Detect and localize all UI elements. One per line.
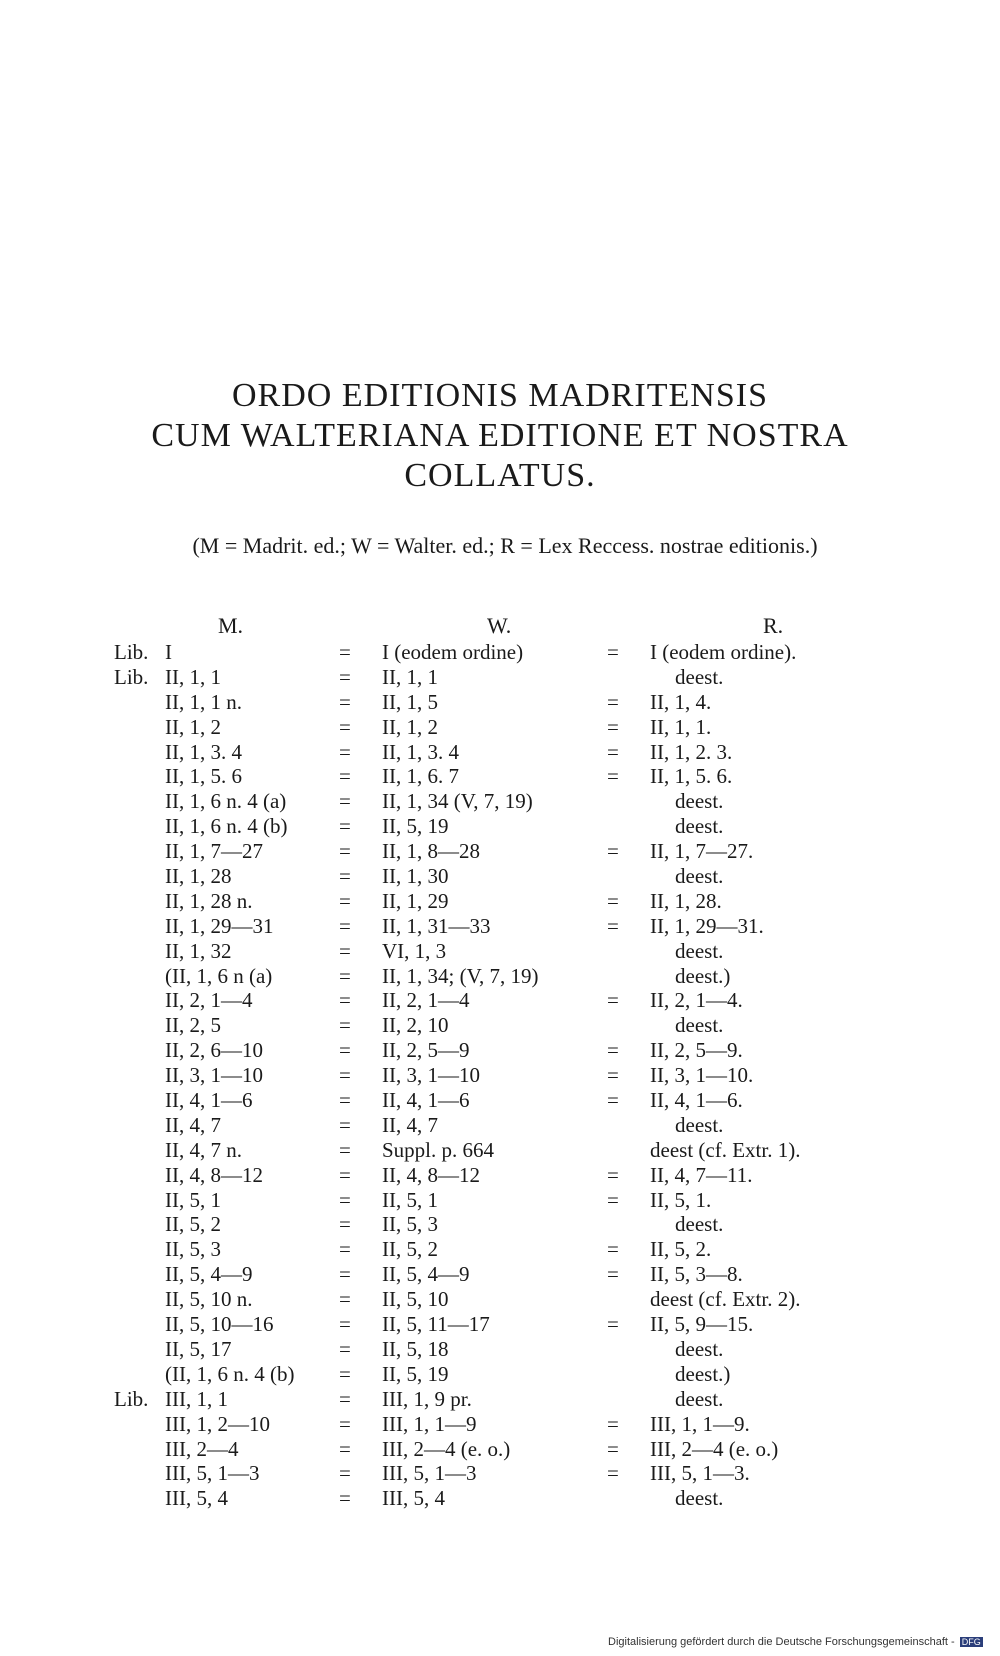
cell-recces: II, 1, 5. 6. [650, 764, 733, 789]
cell-walter: II, 5, 2 [382, 1237, 438, 1262]
table-row [0, 1437, 1000, 1462]
cell-recces: deest.) [675, 963, 731, 988]
abbreviation-legend: (M = Madrit. ed.; W = Walter. ed.; R = Lex Reccess. nostrae editionis.) [192, 533, 818, 558]
equals-sign: = [339, 888, 351, 913]
equals-sign: = [339, 789, 351, 814]
cell-recces: deest.) [675, 1361, 731, 1386]
table-row [0, 889, 1000, 914]
table-row [0, 740, 1000, 765]
table-row [0, 1237, 1000, 1262]
cell-recces: II, 5, 3—8. [650, 1262, 743, 1287]
column-header-w: W. [487, 613, 512, 638]
cell-recces: deest. [675, 1013, 724, 1038]
cell-walter: III, 5, 1—3 [382, 1461, 477, 1486]
cell-madrit: II, 5, 3 [165, 1237, 221, 1262]
table-row [0, 1188, 1000, 1213]
cell-recces: III, 5, 1—3. [650, 1461, 750, 1486]
cell-recces: II, 2, 5—9. [650, 1038, 743, 1063]
cell-madrit: II, 4, 8—12 [165, 1162, 263, 1187]
cell-recces: II, 1, 28. [650, 888, 722, 913]
cell-walter: II, 1, 31—33 [382, 913, 491, 938]
equals-sign: = [339, 839, 351, 864]
cell-recces: II, 4, 1—6. [650, 1088, 743, 1113]
cell-walter: III, 1, 9 pr. [382, 1386, 472, 1411]
table-row [0, 1088, 1000, 1113]
equals-sign: = [339, 1436, 351, 1461]
cell-walter: II, 4, 7 [382, 1112, 438, 1137]
equals-sign: = [339, 1237, 351, 1262]
cell-madrit: II, 5, 17 [165, 1336, 232, 1361]
table-row [0, 839, 1000, 864]
equals-sign: = [607, 1187, 619, 1212]
page-title-line-3: COLLATUS. [404, 457, 596, 494]
equals-sign: = [339, 1386, 351, 1411]
equals-sign: = [339, 1063, 351, 1088]
equals-sign: = [607, 764, 619, 789]
cell-walter: Suppl. p. 664 [382, 1137, 495, 1162]
cell-madrit: II, 1, 3. 4 [165, 739, 242, 764]
equals-sign: = [607, 988, 619, 1013]
cell-madrit: II, 5, 2 [165, 1212, 221, 1237]
equals-sign: = [339, 1137, 351, 1162]
cell-madrit: III, 1, 2—10 [165, 1411, 270, 1436]
cell-walter: II, 2, 10 [382, 1013, 449, 1038]
equals-sign: = [607, 714, 619, 739]
cell-madrit: II, 2, 6—10 [165, 1038, 263, 1063]
equals-sign: = [607, 1411, 619, 1436]
cell-walter: II, 5, 19 [382, 814, 449, 839]
table-row [0, 964, 1000, 989]
cell-walter: I (eodem ordine) [382, 640, 524, 664]
cell-walter: II, 5, 18 [382, 1336, 449, 1361]
cell-walter: III, 2—4 (e. o.) [382, 1436, 511, 1461]
cell-recces: II, 1, 2. 3. [650, 739, 733, 764]
cell-walter: III, 5, 4 [382, 1486, 445, 1511]
cell-recces: deest. [675, 664, 724, 689]
cell-madrit: II, 3, 1—10 [165, 1063, 263, 1088]
equals-sign: = [607, 1162, 619, 1187]
cell-recces: deest. [675, 1386, 724, 1411]
table-row [0, 1262, 1000, 1287]
cell-madrit: II, 1, 28 [165, 864, 232, 889]
table-row [0, 1461, 1000, 1486]
cell-recces: II, 4, 7—11. [650, 1162, 753, 1187]
cell-walter: II, 1, 5 [382, 689, 438, 714]
table-row [0, 789, 1000, 814]
table-row [0, 864, 1000, 889]
table-row [0, 1337, 1000, 1362]
cell-recces: II, 1, 7—27. [650, 839, 754, 864]
cell-recces: II, 1, 29—31. [650, 913, 764, 938]
cell-madrit: II, 4, 7 [165, 1112, 221, 1137]
equals-sign: = [339, 963, 351, 988]
equals-sign: = [607, 1312, 619, 1337]
cell-recces: deest. [675, 1336, 724, 1361]
column-header-r: R. [763, 613, 784, 638]
table-row [0, 914, 1000, 939]
cell-recces: deest. [675, 1112, 724, 1137]
row-lib-label: Lib. [114, 664, 149, 689]
equals-sign: = [339, 664, 351, 689]
table-row [0, 1212, 1000, 1237]
cell-recces: deest. [675, 1212, 724, 1237]
cell-madrit: III, 5, 1—3 [165, 1461, 260, 1486]
equals-sign: = [607, 739, 619, 764]
cell-walter: II, 1, 34; (V, 7, 19) [382, 963, 539, 988]
cell-madrit: II, 1, 6 n. 4 (b) [165, 814, 288, 839]
cell-madrit: III, 1, 1 [165, 1386, 228, 1411]
cell-madrit: II, 5, 4—9 [165, 1262, 253, 1287]
cell-recces: III, 1, 1—9. [650, 1411, 750, 1436]
dfg-logo-icon: DFG [961, 1637, 981, 1647]
cell-walter: II, 2, 5—9 [382, 1038, 470, 1063]
cell-walter: II, 2, 1—4 [382, 988, 470, 1013]
table-row [0, 1387, 1000, 1412]
cell-walter: II, 1, 34 (V, 7, 19) [382, 789, 533, 814]
cell-recces: II, 3, 1—10. [650, 1063, 754, 1088]
cell-madrit: II, 2, 1—4 [165, 988, 253, 1013]
equals-sign: = [339, 1088, 351, 1113]
table-row [0, 1013, 1000, 1038]
table-row [0, 1486, 1000, 1511]
page-title-line-2: CUM WALTERIANA EDITIONE ET NOSTRA [151, 417, 849, 454]
equals-sign: = [607, 1461, 619, 1486]
cell-madrit: II, 1, 29—31 [165, 913, 274, 938]
table-row [0, 1038, 1000, 1063]
equals-sign: = [607, 1038, 619, 1063]
equals-sign: = [339, 1486, 351, 1511]
cell-recces: III, 2—4 (e. o.) [650, 1436, 779, 1461]
equals-sign: = [607, 913, 619, 938]
cell-walter: II, 1, 1 [382, 664, 438, 689]
table-row [0, 1138, 1000, 1163]
equals-sign: = [607, 839, 619, 864]
table-row [0, 1113, 1000, 1138]
equals-sign: = [339, 1013, 351, 1038]
cell-madrit: II, 1, 2 [165, 714, 221, 739]
cell-recces: deest. [675, 1486, 724, 1511]
table-row [0, 1412, 1000, 1437]
equals-sign: = [339, 913, 351, 938]
cell-madrit: II, 1, 1 [165, 664, 221, 689]
cell-walter: II, 1, 2 [382, 714, 438, 739]
table-row [0, 1163, 1000, 1188]
table-row [0, 715, 1000, 740]
cell-walter: II, 4, 1—6 [382, 1088, 470, 1113]
cell-walter: II, 5, 3 [382, 1212, 438, 1237]
cell-walter: II, 5, 4—9 [382, 1262, 470, 1287]
equals-sign: = [339, 1287, 351, 1312]
table-row [0, 1312, 1000, 1337]
footer-text: Digitalisierung gefördert durch die Deutsche Forschungsgemeinschaft - [608, 1636, 955, 1648]
cell-madrit: II, 5, 1 [165, 1187, 221, 1212]
cell-madrit: II, 2, 5 [165, 1013, 221, 1038]
cell-madrit: II, 1, 5. 6 [165, 764, 242, 789]
equals-sign: = [339, 1312, 351, 1337]
row-lib-label: Lib. [114, 1386, 149, 1411]
equals-sign: = [607, 1088, 619, 1113]
cell-walter: II, 1, 29 [382, 888, 449, 913]
cell-madrit: II, 5, 10—16 [165, 1312, 274, 1337]
cell-recces: I (eodem ordine). [650, 640, 797, 664]
cell-walter: III, 1, 1—9 [382, 1411, 477, 1436]
cell-walter: VI, 1, 3 [382, 938, 447, 963]
cell-walter: II, 5, 1 [382, 1187, 438, 1212]
cell-madrit: II, 1, 1 n. [165, 689, 242, 714]
cell-walter: II, 1, 6. 7 [382, 764, 459, 789]
equals-sign: = [339, 714, 351, 739]
cell-recces: deest. [675, 789, 724, 814]
cell-recces: II, 5, 1. [650, 1187, 712, 1212]
equals-sign: = [339, 1038, 351, 1063]
equals-sign: = [339, 814, 351, 839]
equals-sign: = [339, 1461, 351, 1486]
cell-madrit: (II, 1, 6 n. 4 (b) [165, 1361, 295, 1386]
equals-sign: = [339, 739, 351, 764]
equals-sign: = [339, 864, 351, 889]
cell-madrit: III, 2—4 [165, 1436, 239, 1461]
row-lib-label: Lib. [114, 640, 149, 664]
cell-madrit: (II, 1, 6 n (a) [165, 963, 273, 988]
cell-recces: deest. [675, 864, 724, 889]
table-row [0, 665, 1000, 690]
cell-madrit: II, 1, 28 n. [165, 888, 253, 913]
cell-madrit: III, 5, 4 [165, 1486, 228, 1511]
equals-sign: = [339, 640, 351, 664]
cell-recces: deest (cf. Extr. 2). [650, 1287, 801, 1312]
table-row [0, 814, 1000, 839]
cell-walter: II, 5, 19 [382, 1361, 449, 1386]
concordance-table [0, 640, 1000, 1511]
cell-recces: II, 5, 2. [650, 1237, 712, 1262]
equals-sign: = [339, 1212, 351, 1237]
table-row [0, 1362, 1000, 1387]
equals-sign: = [607, 1436, 619, 1461]
cell-recces: II, 2, 1—4. [650, 988, 743, 1013]
cell-madrit: II, 1, 7—27 [165, 839, 263, 864]
equals-sign: = [607, 640, 619, 664]
equals-sign: = [339, 1162, 351, 1187]
cell-recces: II, 1, 1. [650, 714, 712, 739]
equals-sign: = [339, 764, 351, 789]
equals-sign: = [339, 938, 351, 963]
page-title-line-1: ORDO EDITIONIS MADRITENSIS [232, 377, 768, 414]
cell-madrit: I [165, 640, 172, 664]
cell-walter: II, 3, 1—10 [382, 1063, 480, 1088]
footer-credit [608, 1636, 983, 1648]
column-header-m: M. [218, 613, 244, 638]
cell-walter: II, 1, 8—28 [382, 839, 480, 864]
equals-sign: = [607, 1237, 619, 1262]
cell-walter: II, 5, 11—17 [382, 1312, 490, 1337]
equals-sign: = [339, 1187, 351, 1212]
table-row [0, 1063, 1000, 1088]
cell-walter: II, 1, 3. 4 [382, 739, 459, 764]
equals-sign: = [339, 1361, 351, 1386]
table-row [0, 939, 1000, 964]
cell-walter: II, 1, 30 [382, 864, 449, 889]
equals-sign: = [607, 1262, 619, 1287]
equals-sign: = [339, 1262, 351, 1287]
cell-recces: II, 5, 9—15. [650, 1312, 754, 1337]
equals-sign: = [607, 689, 619, 714]
cell-recces: deest. [675, 814, 724, 839]
table-row [0, 640, 1000, 665]
equals-sign: = [339, 988, 351, 1013]
cell-madrit: II, 5, 10 n. [165, 1287, 253, 1312]
cell-recces: II, 1, 4. [650, 689, 712, 714]
cell-recces: deest (cf. Extr. 1). [650, 1137, 801, 1162]
equals-sign: = [339, 689, 351, 714]
equals-sign: = [607, 1063, 619, 1088]
table-row [0, 1287, 1000, 1312]
cell-madrit: II, 1, 6 n. 4 (a) [165, 789, 287, 814]
equals-sign: = [339, 1336, 351, 1361]
table-row [0, 988, 1000, 1013]
cell-walter: II, 4, 8—12 [382, 1162, 480, 1187]
cell-recces: deest. [675, 938, 724, 963]
cell-walter: II, 5, 10 [382, 1287, 449, 1312]
cell-madrit: II, 1, 32 [165, 938, 232, 963]
table-row [0, 764, 1000, 789]
cell-madrit: II, 4, 1—6 [165, 1088, 253, 1113]
equals-sign: = [607, 888, 619, 913]
equals-sign: = [339, 1411, 351, 1436]
cell-madrit: II, 4, 7 n. [165, 1137, 242, 1162]
equals-sign: = [339, 1112, 351, 1137]
table-row [0, 690, 1000, 715]
